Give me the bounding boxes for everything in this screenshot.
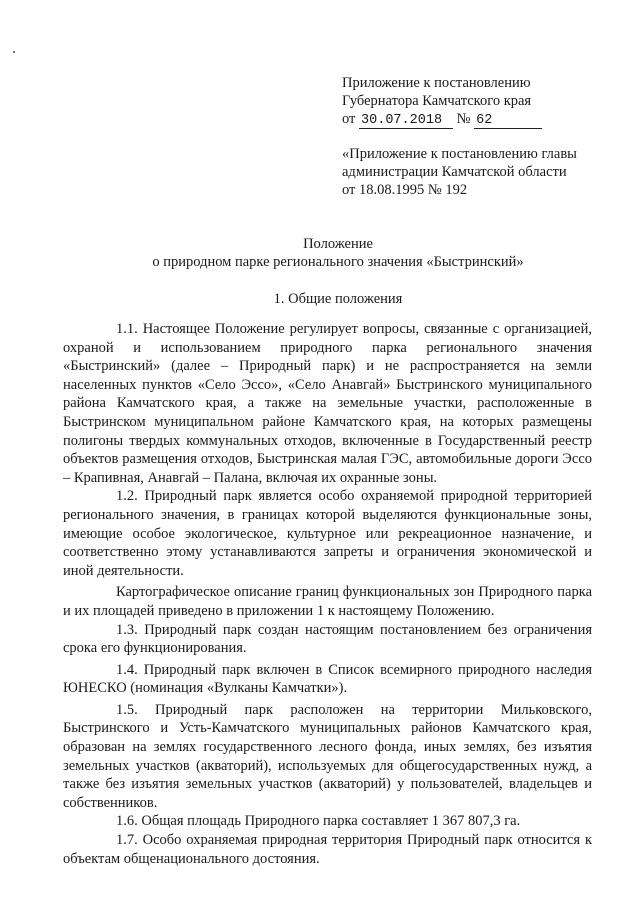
number-prefix: № bbox=[456, 111, 471, 127]
attachment-date-line bbox=[342, 110, 542, 129]
attachment-line-2: Губернатора Камчатского края bbox=[342, 93, 532, 109]
previous-line-2: администрации Камчатской области bbox=[342, 164, 567, 180]
attachment-line-1: Приложение к постановлению bbox=[342, 75, 531, 91]
scan-speck bbox=[13, 51, 15, 53]
paragraph-cartographic: Картографическое описание границ функциональных зон Природного парка и их площадей приведено в приложении 1 к настоящему Положению. bbox=[63, 584, 592, 619]
document-title: Положение bbox=[303, 236, 373, 252]
paragraph-1-6: 1.6. Общая площадь Природного парка составляет 1 367 807,3 га. bbox=[116, 813, 521, 830]
attachment-number: 62 bbox=[474, 113, 542, 129]
previous-attachment-header bbox=[342, 145, 577, 199]
date-prefix: от bbox=[342, 111, 356, 127]
document-body bbox=[63, 320, 592, 868]
attachment-date: 30.07.2018 bbox=[359, 113, 453, 129]
attachment-header bbox=[342, 74, 542, 129]
section-heading: 1. Общие положения bbox=[273, 291, 403, 307]
previous-line-3: от 18.08.1995 № 192 bbox=[342, 182, 468, 198]
document-subtitle: о природном парке регионального значения «Быстринский» bbox=[152, 254, 524, 270]
paragraph-1-4: 1.4. Природный парк включен в Список всемирного природного наследия ЮНЕСКО (номинация «Вулканы Камчатки»). bbox=[63, 661, 592, 697]
paragraph-1-2: 1.2. Природный парк является особо охраняемой природной территорией регионального значения, в границах которой выделяются функциональные зоны, имеющие особое экологическое, культурное или рекреационное назначение, и соответственно этому устанавливаются запреты и ограничения экономической и иной деятельности. bbox=[63, 488, 592, 579]
paragraph-1-1: 1.1. Настоящее Положение регулирует вопросы, связанные с организацией, охраной и использованием природного парка регионального значения «Быстринский» (далее – Природный парк) и не распространяется на земли населенных пунктов «Село Эссо», «Село Анавгай» Быстринского муниципального района Камчатского края, а также на земельные участки, расположенные в Быстринском муниципальном районе Камчатского края, на которых размещены полигоны твердых коммунальных отходов, включенные в Государственный реестр объектов размещения отходов, Быстринская малая ГЭС, автомобильные дороги Эссо – Крапивная, Анавгай – Палана, включая их охранные зоны. bbox=[63, 321, 592, 486]
paragraph-1-3: 1.3. Природный парк создан настоящим постановлением без ограничения срока его функционирования. bbox=[63, 621, 592, 657]
previous-line-1: «Приложение к постановлению главы bbox=[342, 146, 577, 162]
paragraph-1-5: 1.5. Природный парк расположен на территории Мильковского, Быстринского и Усть-Камчатского муниципальных районов Камчатского края, образован на землях государственного лесного фонда, иных землях, без изъятия земельных участков (акваторий), используемых для общегосударственных нужд, а также без изъятия земельных участков (акваторий) у пользователей, владельцев и собственников. bbox=[63, 701, 592, 811]
paragraph-1-7: 1.7. Особо охраняемая природная территория Природный парк относится к объектам общенационального достояния. bbox=[63, 832, 592, 867]
